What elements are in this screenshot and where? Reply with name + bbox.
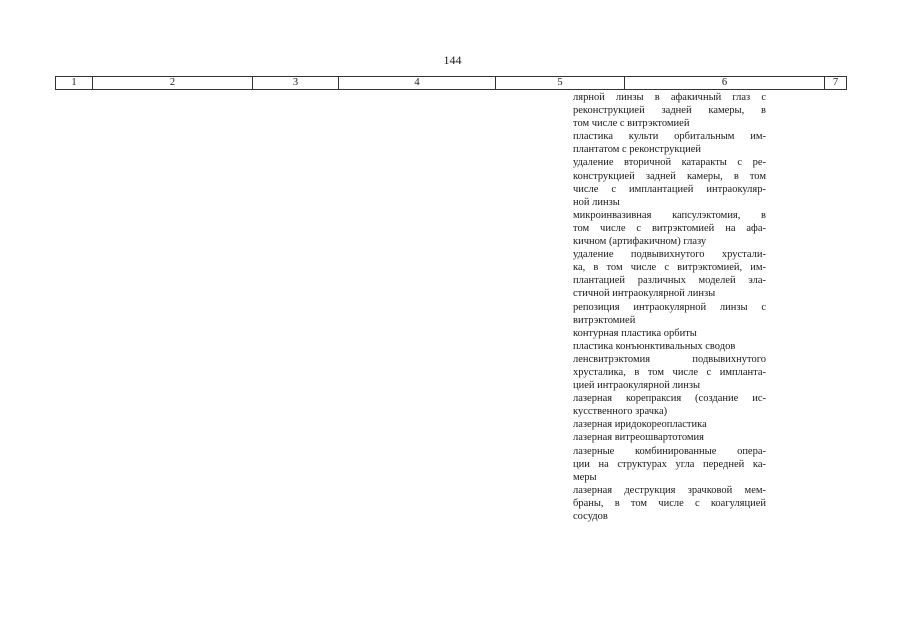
text-line: лазерные комбинированные опера- (573, 445, 766, 457)
header-cell-2: 2 (92, 77, 252, 89)
column-6-content (573, 91, 766, 523)
text-line: ка, в том числе с витрэктомией, им- (573, 262, 766, 274)
text-line: кусственного зрачка) (573, 406, 668, 418)
text-line: лазерная деструкция зрачковой мем- (573, 484, 766, 496)
text-line: сосудов (573, 511, 608, 522)
text-line: браны, в том числе с коагуляцией (573, 497, 766, 509)
header-cell-5: 5 (495, 77, 624, 89)
text-line: пластика культи орбитальным им- (573, 131, 766, 143)
text-line: реконструкцией задней камеры, в (573, 105, 766, 117)
text-line: меры (573, 471, 597, 483)
text-line: ленсвитрэктомия подвывихнутого (573, 353, 766, 365)
text-line: удаление вторичной катаракты с ре- (573, 157, 766, 169)
text-line: цией интраокулярной линзы (573, 380, 701, 392)
text-line: кичном (артифакичном) глазу (573, 236, 707, 248)
text-line: плантацией различных моделей эла- (573, 275, 766, 287)
text-line: микроинвазивная капсулэктомия, в (573, 209, 766, 221)
text-line: лазерная иридокореопластика (573, 419, 707, 431)
text-line: ции на структурах угла передней ка- (573, 458, 766, 470)
text-line: контурная пластика орбиты (573, 327, 697, 339)
page-number: 144 (443, 53, 462, 67)
text-line: хрусталика, в том числе с импланта- (573, 366, 766, 378)
text-line: лазерная витреошвартотомия (573, 432, 704, 444)
text-line: том числе с витрэктомией (573, 118, 690, 130)
table-header-row (55, 76, 847, 90)
text-line: том числе с витрэктомией на афа- (573, 222, 766, 234)
header-cell-6: 6 (624, 77, 824, 89)
text-line: стичной интраокулярной линзы (573, 288, 716, 300)
text-line: пластика конъюнктивальных сводов (573, 340, 736, 352)
text-line: репозиция интраокулярной линзы с (573, 301, 766, 313)
text-line: удаление подвывихнутого хрустали- (573, 249, 766, 261)
text-line: ной линзы (573, 196, 620, 208)
text-line: лазерная корепраксия (создание ис- (573, 393, 766, 405)
text-line: конструкцией задней камеры, в том (573, 170, 766, 182)
header-cell-7: 7 (824, 77, 847, 89)
text-line: числе с имплантацией интраокуляр- (573, 183, 766, 195)
text-line: лярной линзы в афакичный глаз с (573, 92, 766, 103)
text-line: витрэктомией (573, 314, 636, 326)
header-cell-1: 1 (55, 77, 92, 89)
header-cell-3: 3 (252, 77, 338, 89)
text-line: плантатом с реконструкцией (573, 144, 702, 156)
header-cell-4: 4 (338, 77, 495, 89)
